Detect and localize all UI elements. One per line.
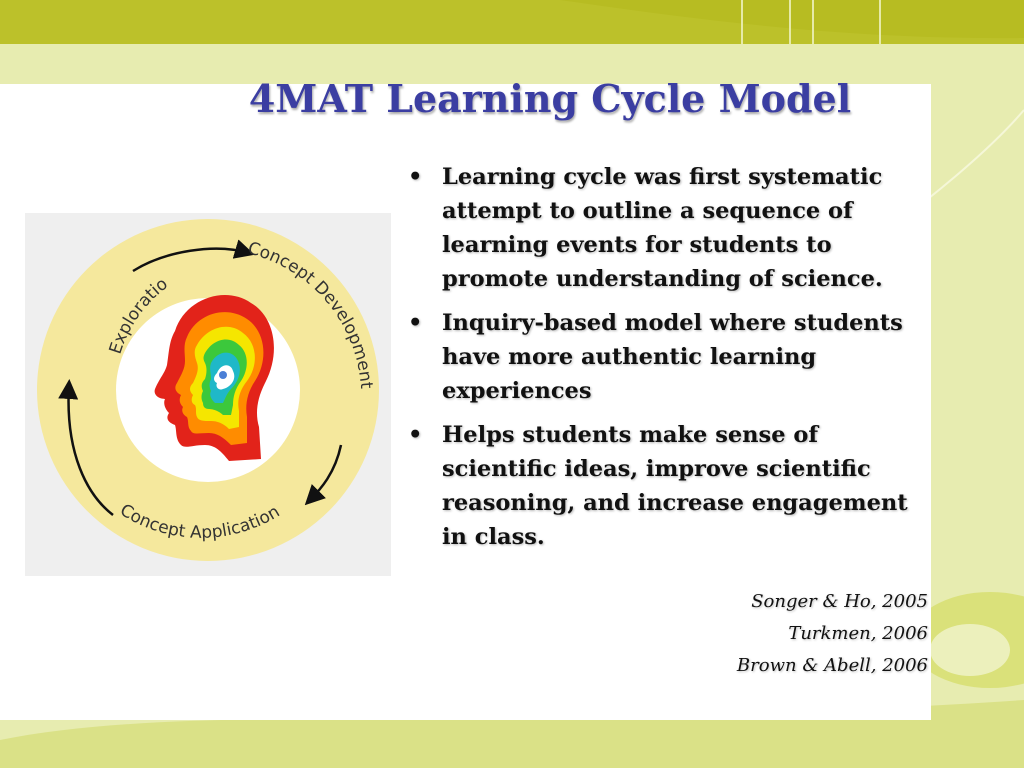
bullet-text: Learning cycle was first systematic attempt to outline a sequence of learning events for students to promote understanding of science. [442, 164, 883, 292]
label-concept-application: Concept Application [116, 500, 284, 543]
learning-cycle-figure [25, 213, 391, 576]
references [737, 586, 928, 682]
bullet-text: Inquiry-based model where students have more authentic learning experiences [442, 310, 903, 404]
bullet-item [404, 160, 934, 296]
label-concept-development: Concept Development [245, 238, 377, 390]
bullet-item [404, 418, 934, 554]
bullet-marker: • [408, 310, 423, 336]
bullet-marker: • [408, 422, 423, 448]
reference-brown-abell: Brown & Abell, 2006 [736, 655, 928, 676]
bullet-item [404, 306, 934, 408]
label-exploration: Exploratio [105, 274, 172, 357]
reference-turkmen: Turkmen, 2006 [788, 623, 928, 644]
slide-title: 4MAT Learning Cycle Model [248, 76, 852, 121]
bullet-marker: • [408, 164, 423, 190]
learning-cycle-diagram [25, 213, 391, 576]
reference-songer-ho: Songer & Ho, 2005 [751, 591, 928, 612]
bullet-text: Helps students make sense of scientific ideas, improve scientific reasoning, and increase engagement in class. [442, 422, 908, 550]
bullet-list [404, 160, 934, 564]
